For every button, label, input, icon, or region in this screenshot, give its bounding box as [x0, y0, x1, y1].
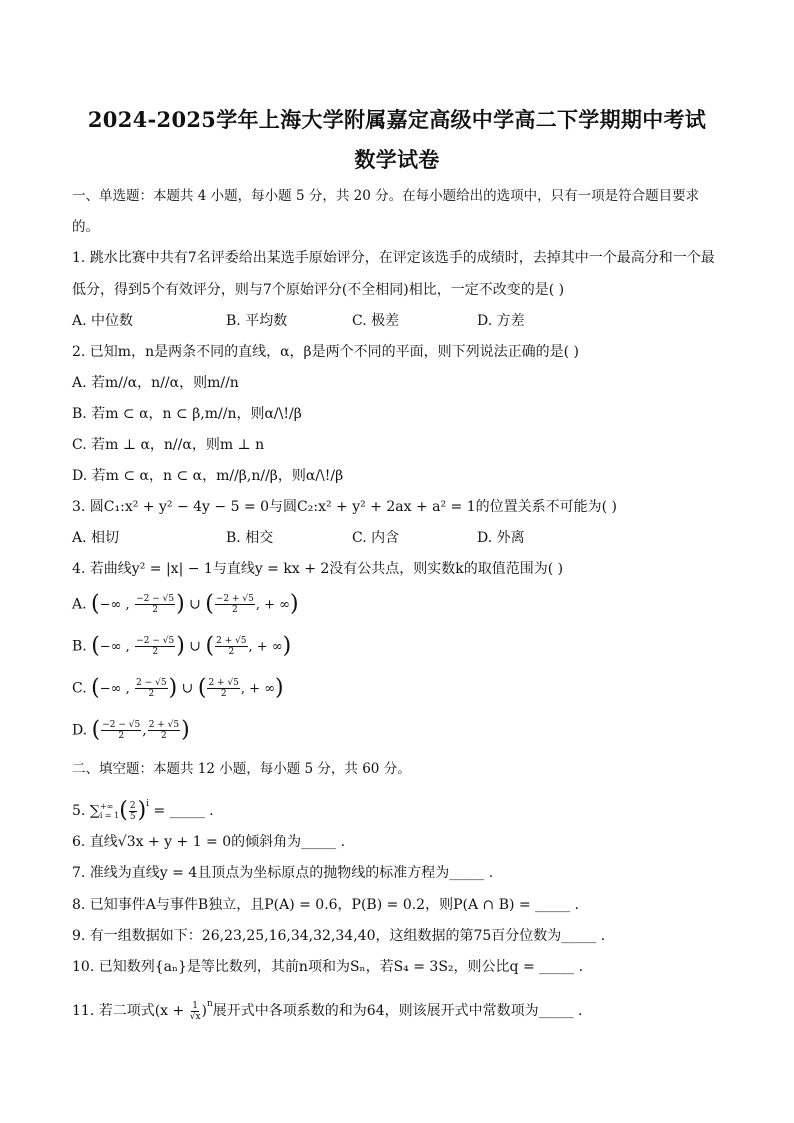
section2-intro: 二、填空题：本题共 12 小题，每小题 5 分，共 60 分。: [72, 761, 411, 777]
q4-option-d: D. ( $\frac{-2 - √5}{2}$ , $\frac{2 + √5}{2}$ ): [72, 717, 190, 743]
q4-option-c: C. (−∞ , $\frac{2 - √5}{2}$ ) ∪ ( $\frac{2 + √5}{2}$ , + ∞): [72, 675, 284, 701]
sum-symbol: ∑: [89, 803, 100, 819]
q6: 6. 直线√3x + y + 1 = 0的倾斜角为_____ .: [72, 834, 346, 850]
q5: 5. ∑ +∞ i = 1 ( $\frac{2}{5}$ )$^i$ = _____ .: [72, 798, 214, 823]
q4-a-label: A.: [72, 596, 87, 613]
q1-option-c: C. 极差: [352, 313, 400, 329]
q3-options: [72, 528, 734, 548]
q1-option-a: A. 中位数: [72, 313, 134, 329]
q2-option-d: D. 若m ⊂ α，n ⊂ α，m//β,n//β，则α/\!/β: [72, 468, 344, 484]
q4-d-label: D.: [72, 722, 88, 739]
q4-b-label: B.: [72, 638, 87, 655]
q10: 10. 已知数列{aₙ}是等比数列，其前n项和为Sₙ，若S₄ = 3S₂，则公比q = _____ .: [72, 959, 584, 975]
q1-option-b: B. 平均数: [226, 313, 288, 329]
q4-d-frac2: $\frac{2 + √5}{2}$: [148, 720, 180, 741]
q4-b-frac2: $\frac{2 + √5}{2}$: [216, 636, 247, 657]
section1-intro: 一、单选题：本题共 4 小题，每小题 5 分，共 20 分。在每小题给出的选项中，只有一项是符合题目要求: [72, 188, 700, 204]
exam-subtitle: 数学试卷: [354, 147, 440, 172]
q4-stem: 4. 若曲线y² = |x| − 1与直线y = kx + 2没有公共点，则实数k的取值范围为( ): [72, 561, 564, 577]
q4-option-b: B. (−∞ , $\frac{-2 - √5}{2}$ ) ∪ ( $\frac{2 + √5}{2}$ , + ∞): [72, 633, 292, 659]
q2-option-a: A. 若m//α，n//α，则m//n: [72, 375, 239, 391]
q3-stem: 3. 圆C₁:x² + y² − 4y − 5 = 0与圆C₂:x² + y² + 2ax + a² = 1的位置关系不可能为( ): [72, 499, 618, 515]
q4-c-label: C.: [72, 680, 87, 697]
q4-a-frac2: $\frac{-2 + √5}{2}$: [215, 594, 254, 615]
q4-a-union: ∪: [189, 596, 201, 613]
q4-d-frac1: $\frac{-2 - √5}{2}$: [102, 720, 141, 741]
q2-stem: 2. 已知m，n是两条不同的直线，α，β是两个不同的平面，则下列说法正确的是( ): [72, 344, 580, 360]
q8: 8. 已知事件A与事件B独立，且P(A) = 0.6，P(B) = 0.2，则P(A ∩ B) = _____ .: [72, 897, 579, 913]
q1-stem-cont: 低分，得到5个有效评分，则与7个原始评分(不全相同)相比，一定不改变的是( ): [72, 282, 565, 298]
exam-title: 2024-2025学年上海大学附属嘉定高级中学高二下学期期中考试: [87, 107, 707, 132]
q1-option-d: D. 方差: [477, 313, 525, 329]
q2-option-c: C. 若m ⊥ α，n//α，则m ⊥ n: [72, 437, 265, 453]
q3-option-d: D. 外离: [477, 530, 525, 546]
q3-option-a: A. 相切: [72, 530, 120, 546]
q4-a-lead: −∞ ,: [99, 597, 130, 613]
section1-intro-cont: 的。: [72, 219, 99, 235]
q4-option-a: A. (−∞ , $\frac{-2 - √5}{2}$ ) ∪ ( $\frac{-2 + √5}{2}$ , + ∞): [72, 591, 299, 617]
q4-c-frac1: $\frac{2 - √5}{2}$: [136, 678, 167, 699]
q3-option-b: B. 相交: [226, 530, 274, 546]
q4-b-frac1: $\frac{-2 - √5}{2}$: [136, 636, 175, 657]
q2-option-b: B. 若m ⊂ α，n ⊂ β,m//n，则α/\!/β: [72, 406, 302, 422]
q11: 11. 若二项式(x + $\frac{1}{√x}$ )$^n$展开式中各项系数的和为64，则该展开式中常数项为_____ .: [72, 999, 583, 1022]
q3-option-c: C. 内含: [352, 530, 400, 546]
q9: 9. 有一组数据如下：26,23,25,16,34,32,34,40，这组数据的第75百分位数为_____ .: [72, 928, 606, 944]
q4-c-frac2: $\frac{2 + √5}{2}$: [208, 678, 239, 699]
q7: 7. 准线为直线y = 4且顶点为坐标原点的抛物线的标准方程为_____ .: [72, 865, 494, 881]
q1-stem: 1. 跳水比赛中共有7名评委给出某选手原始评分，在评定该选手的成绩时，去掉其中一个最高分和一个最: [72, 250, 715, 266]
q4-a-frac1: $\frac{-2 - √5}{2}$: [136, 594, 175, 615]
q1-options: [72, 311, 734, 331]
